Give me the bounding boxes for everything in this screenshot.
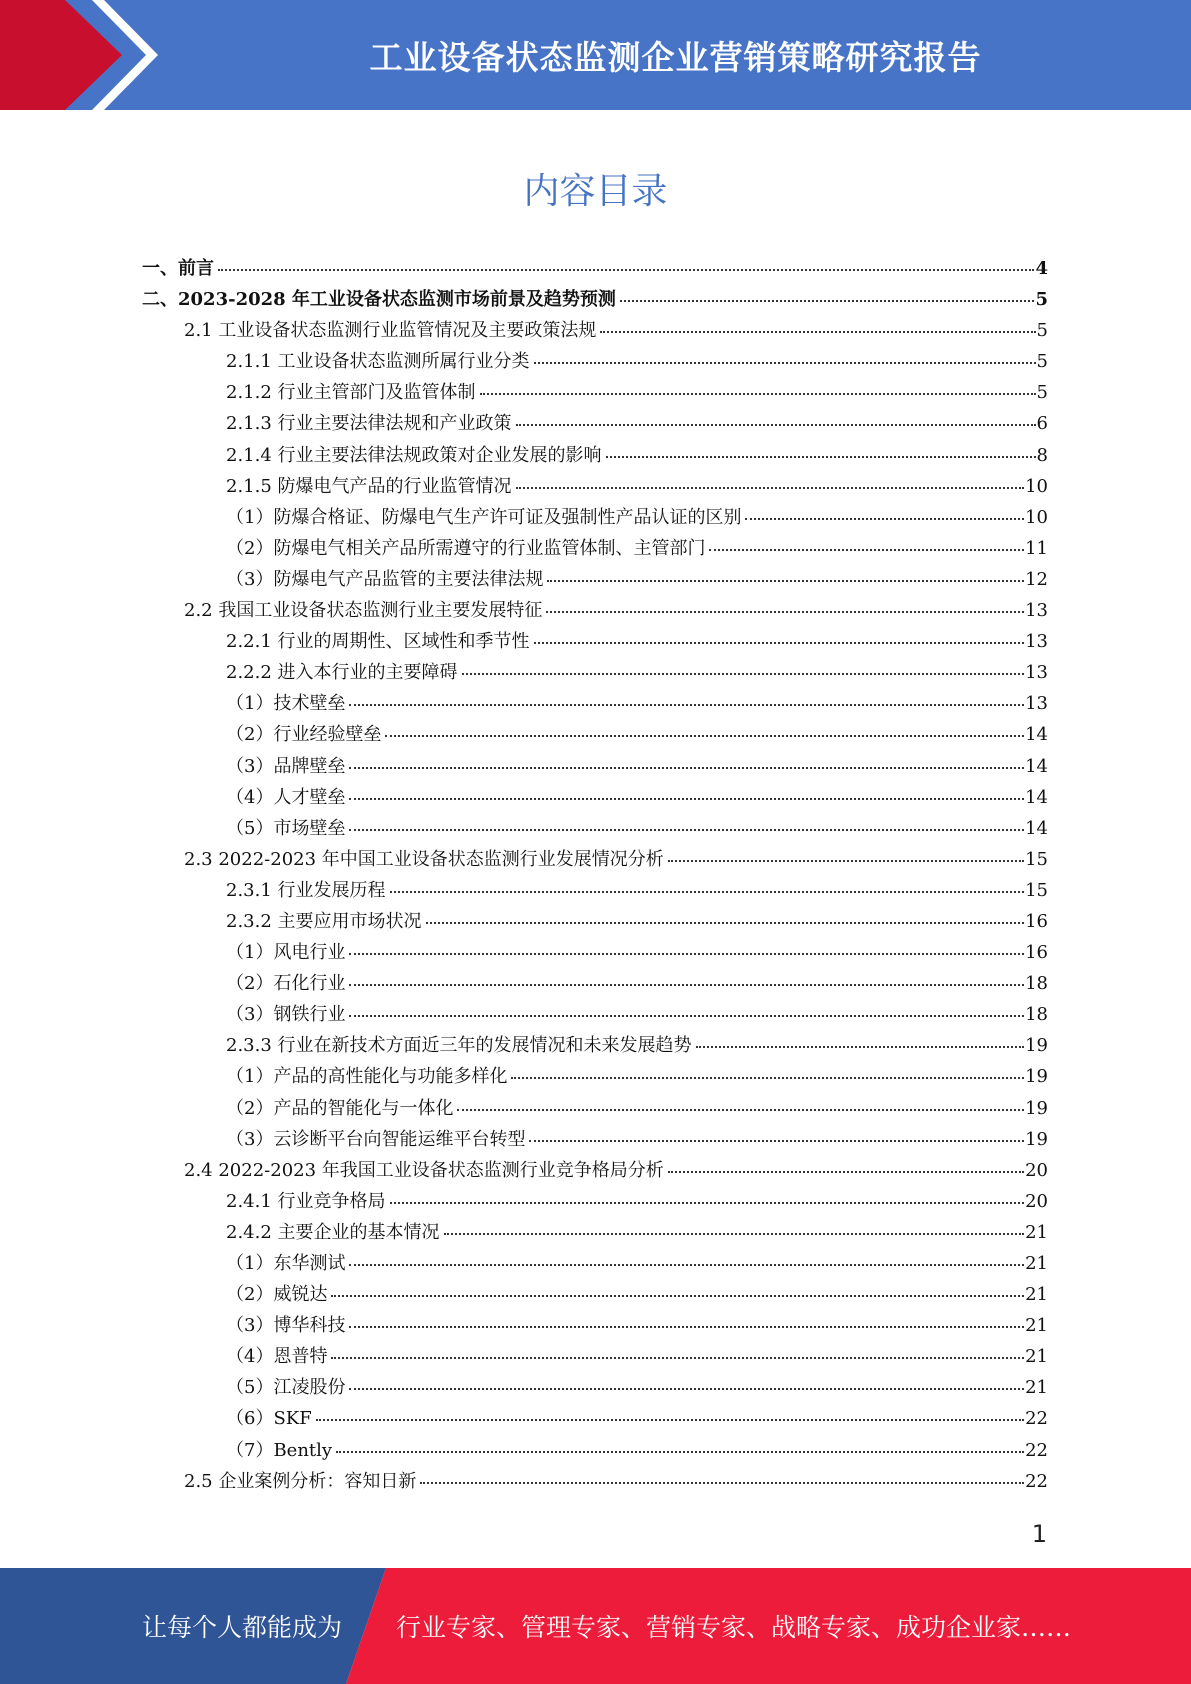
toc-entry-page: 15 — [1025, 879, 1048, 901]
toc-entry-page: 5 — [1036, 382, 1048, 404]
toc-entry[interactable] — [142, 1156, 1048, 1187]
toc-entry-label: 2.3 2022-2023 年中国工业设备状态监测行业发展情况分析 — [184, 848, 664, 870]
toc-entry-label: （1）防爆合格证、防爆电气生产许可证及强制性产品认证的区别 — [226, 506, 742, 528]
toc-dot-leader — [546, 611, 1024, 613]
toc-entry-label: 2.3.2 主要应用市场状况 — [226, 910, 422, 932]
toc-dot-leader — [511, 1077, 1024, 1079]
toc-entry-page: 8 — [1036, 444, 1048, 466]
toc-entry-page: 14 — [1025, 817, 1048, 839]
toc-entry[interactable] — [142, 409, 1048, 440]
toc-entry-page: 5 — [1036, 320, 1048, 342]
toc-entry-page: 13 — [1025, 631, 1048, 653]
toc-entry-label: （3）云诊断平台向智能运维平台转型 — [226, 1128, 526, 1150]
toc-dot-leader — [745, 518, 1024, 520]
toc-dot-leader — [349, 798, 1024, 800]
toc-entry-page: 6 — [1036, 413, 1048, 435]
toc-entry[interactable] — [142, 1436, 1048, 1467]
toc-entry-label: （3）博华科技 — [226, 1315, 346, 1337]
toc-entry[interactable] — [142, 503, 1048, 534]
toc-entry[interactable] — [142, 316, 1048, 347]
toc-entry[interactable] — [142, 1187, 1048, 1218]
toc-entry-label: （1）风电行业 — [226, 942, 346, 964]
toc-dot-leader — [349, 829, 1024, 831]
toc-entry-label: （3）品牌壁垒 — [226, 755, 346, 777]
toc-entry-label: （4）人才壁垒 — [226, 786, 346, 808]
toc-entry[interactable] — [142, 627, 1048, 658]
toc-entry-label: 2.1.1 工业设备状态监测所属行业分类 — [226, 351, 530, 373]
toc-dot-leader — [349, 1388, 1024, 1390]
toc-entry-page: 10 — [1025, 475, 1048, 497]
toc-entry-page: 5 — [1036, 351, 1048, 373]
toc-entry-label: 2.4 2022-2023 年我国工业设备状态监测行业竞争格局分析 — [184, 1159, 664, 1181]
toc-dot-leader — [349, 767, 1024, 769]
toc-entry-page: 5 — [1035, 289, 1048, 311]
toc-dot-leader — [457, 1109, 1024, 1111]
toc-dot-leader — [349, 1326, 1024, 1328]
toc-dot-leader — [547, 580, 1024, 582]
toc-entry-label: 二、2023-2028 年工业设备状态监测市场前景及趋势预测 — [142, 289, 616, 311]
toc-entry[interactable] — [142, 876, 1048, 907]
toc-heading: 内容目录 — [523, 171, 668, 212]
toc-dot-leader — [385, 735, 1024, 737]
toc-entry[interactable] — [142, 1373, 1048, 1404]
toc-dot-leader — [349, 1264, 1024, 1266]
toc-entry-label: 2.3.3 行业在新技术方面近三年的发展情况和未来发展趋势 — [226, 1035, 692, 1057]
toc-entry[interactable] — [142, 285, 1048, 316]
toc-entry-label: （2）威锐达 — [226, 1284, 328, 1306]
toc-entry-page: 20 — [1025, 1190, 1048, 1212]
toc-entry[interactable] — [142, 938, 1048, 969]
toc-dot-leader — [462, 673, 1025, 675]
toc-entry[interactable] — [142, 378, 1048, 409]
toc-entry-label: （7）Bently — [226, 1439, 333, 1461]
toc-entry-page: 22 — [1025, 1439, 1048, 1461]
toc-entry-page: 18 — [1025, 973, 1048, 995]
toc-entry-page: 20 — [1025, 1159, 1048, 1181]
toc-entry[interactable] — [142, 565, 1048, 596]
toc-entry-label: 2.1.3 行业主要法律法规和产业政策 — [226, 413, 512, 435]
toc-dot-leader — [349, 984, 1024, 986]
toc-dot-leader — [444, 1233, 1025, 1235]
toc-entry[interactable] — [142, 689, 1048, 720]
toc-entry[interactable] — [142, 347, 1048, 378]
toc-entry[interactable] — [142, 658, 1048, 689]
toc-entry-page: 21 — [1025, 1315, 1048, 1337]
toc-entry-page: 22 — [1025, 1470, 1048, 1492]
toc-entry-page: 19 — [1025, 1097, 1048, 1119]
toc-entry-page: 15 — [1025, 848, 1048, 870]
toc-entry-label: 2.2 我国工业设备状态监测行业主要发展特征 — [184, 600, 543, 622]
toc-entry-label: 2.1.2 行业主管部门及监管体制 — [226, 382, 476, 404]
page-header — [0, 0, 1191, 110]
toc-entry-label: 2.5 企业案例分析：容知日新 — [184, 1470, 417, 1492]
toc-entry-label: （5）江凌股份 — [226, 1377, 346, 1399]
toc-entry-label: 2.3.1 行业发展历程 — [226, 879, 386, 901]
toc-entry[interactable] — [142, 1404, 1048, 1435]
toc-entry[interactable] — [142, 1342, 1048, 1373]
toc-entry[interactable] — [142, 907, 1048, 938]
toc-entry-label: （4）恩普特 — [226, 1346, 328, 1368]
toc-entry-label: （1）东华测试 — [226, 1253, 346, 1274]
toc-entry-page: 21 — [1025, 1284, 1048, 1306]
toc-entry-label: 2.1.4 行业主要法律法规政策对企业发展的影响 — [226, 444, 602, 466]
toc-entry[interactable] — [142, 752, 1048, 783]
toc-entry[interactable] — [142, 783, 1048, 814]
toc-dot-leader — [420, 1482, 1024, 1484]
toc-entry-page: 13 — [1025, 693, 1048, 715]
toc-entry-page: 14 — [1025, 755, 1048, 777]
toc-entry[interactable] — [142, 1125, 1048, 1156]
toc-entry-label: 2.2.1 行业的周期性、区域性和季节性 — [226, 631, 530, 653]
toc-entry-label: （2）行业经验壁垒 — [226, 724, 382, 746]
toc-dot-leader — [331, 1295, 1024, 1297]
toc-entry[interactable] — [142, 472, 1048, 503]
toc-entry-page: 18 — [1025, 1004, 1048, 1026]
report-title: 工业设备状态监测企业营销策略研究报告 — [369, 37, 982, 77]
toc-entry[interactable] — [142, 814, 1048, 845]
toc-entry-label: 2.1.5 防爆电气产品的行业监管情况 — [226, 475, 512, 497]
toc-entry-label: （2）石化行业 — [226, 973, 346, 995]
toc-dot-leader — [534, 362, 1036, 364]
toc-entry-label: （2）产品的智能化与一体化 — [226, 1097, 454, 1119]
toc-entry[interactable] — [142, 1031, 1048, 1062]
toc-entry[interactable] — [142, 1000, 1048, 1031]
toc-entry-label: （2）防爆电气相关产品所需遵守的行业监管体制、主管部门 — [226, 537, 706, 559]
toc-dot-leader — [426, 922, 1025, 924]
toc-entry[interactable] — [142, 1218, 1048, 1249]
toc-dot-leader — [620, 300, 1035, 302]
toc-dot-leader — [349, 1015, 1024, 1017]
toc-entry-page: 21 — [1025, 1377, 1048, 1399]
toc-dot-leader — [668, 1171, 1024, 1173]
toc-dot-leader — [516, 487, 1025, 489]
footer-slogan-left: 让每个人都能成为 — [142, 1613, 343, 1642]
toc-dot-leader — [534, 642, 1025, 644]
toc-dot-leader — [709, 549, 1024, 551]
page-number: 1 — [1031, 1520, 1047, 1548]
toc-entry-page: 19 — [1025, 1128, 1048, 1150]
toc-dot-leader — [529, 1140, 1024, 1142]
toc-entry-page: 16 — [1025, 910, 1048, 932]
toc-entry-label: （5）市场壁垒 — [226, 817, 346, 839]
toc-entry[interactable] — [142, 596, 1048, 627]
toc-entry[interactable] — [142, 1311, 1048, 1342]
toc-dot-leader — [696, 1046, 1025, 1048]
toc-entry-page: 21 — [1025, 1346, 1048, 1368]
toc-dot-leader — [390, 891, 1025, 893]
toc-entry-page: 19 — [1025, 1035, 1048, 1057]
toc-entry[interactable] — [142, 720, 1048, 751]
toc-entry-label: （1）技术壁垒 — [226, 693, 346, 715]
toc-entry-label: 2.1 工业设备状态监测行业监管情况及主要政策法规 — [184, 320, 597, 342]
toc-dot-leader — [349, 953, 1024, 955]
toc-dot-leader — [606, 456, 1036, 458]
toc-entry-label: （6）SKF — [226, 1408, 312, 1430]
toc-entry-page: 19 — [1025, 1066, 1048, 1088]
toc-entry-page: 22 — [1025, 1408, 1048, 1430]
footer-slogan-right: 行业专家、管理专家、营销专家、战略专家、成功企业家…… — [396, 1613, 1072, 1642]
toc-entry-page: 21 — [1025, 1253, 1048, 1274]
toc-entry-page: 13 — [1025, 662, 1048, 684]
toc-dot-leader — [336, 1451, 1024, 1453]
toc-entry-label: 2.2.2 进入本行业的主要障碍 — [226, 662, 458, 684]
toc-dot-leader — [218, 269, 1034, 271]
toc-entry-page: 4 — [1035, 258, 1048, 279]
toc-dot-leader — [316, 1419, 1024, 1421]
toc-dot-leader — [668, 860, 1024, 862]
toc-entry-label: （1）产品的高性能化与功能多样化 — [226, 1066, 508, 1088]
toc-entry-page: 21 — [1025, 1221, 1048, 1243]
toc-entry-page: 12 — [1025, 568, 1048, 590]
toc-entry-label: 2.4.1 行业竞争格局 — [226, 1190, 386, 1212]
toc-entry-page: 10 — [1025, 506, 1048, 528]
toc-dot-leader — [331, 1357, 1024, 1359]
toc-entry[interactable] — [142, 1467, 1048, 1498]
toc-entry-label: 2.4.2 主要企业的基本情况 — [226, 1221, 440, 1243]
toc-dot-leader — [516, 424, 1036, 426]
toc-entry-page: 16 — [1025, 942, 1048, 964]
toc-dot-leader — [600, 331, 1035, 333]
toc-dot-leader — [349, 704, 1024, 706]
toc-entry[interactable] — [142, 254, 1048, 285]
toc-entry[interactable] — [142, 441, 1048, 472]
toc-entry[interactable] — [142, 1280, 1048, 1311]
page-footer — [0, 1568, 1191, 1684]
toc-dot-leader — [390, 1202, 1025, 1204]
toc-entry-label: 一、前言 — [142, 258, 214, 279]
toc-entry-page: 14 — [1025, 724, 1048, 746]
toc-entry[interactable] — [142, 845, 1048, 876]
toc-entry-page: 11 — [1025, 537, 1048, 559]
toc-entry-page: 13 — [1025, 600, 1048, 622]
toc-entry-label: （3）防爆电气产品监管的主要法律法规 — [226, 568, 544, 590]
table-of-contents — [142, 254, 1048, 1498]
toc-entry[interactable] — [142, 969, 1048, 1000]
toc-entry-label: （3）钢铁行业 — [226, 1004, 346, 1026]
toc-entry[interactable] — [142, 534, 1048, 565]
toc-entry[interactable] — [142, 1249, 1048, 1280]
toc-entry[interactable] — [142, 1062, 1048, 1093]
toc-dot-leader — [480, 393, 1036, 395]
toc-entry-page: 14 — [1025, 786, 1048, 808]
toc-entry[interactable] — [142, 1094, 1048, 1125]
